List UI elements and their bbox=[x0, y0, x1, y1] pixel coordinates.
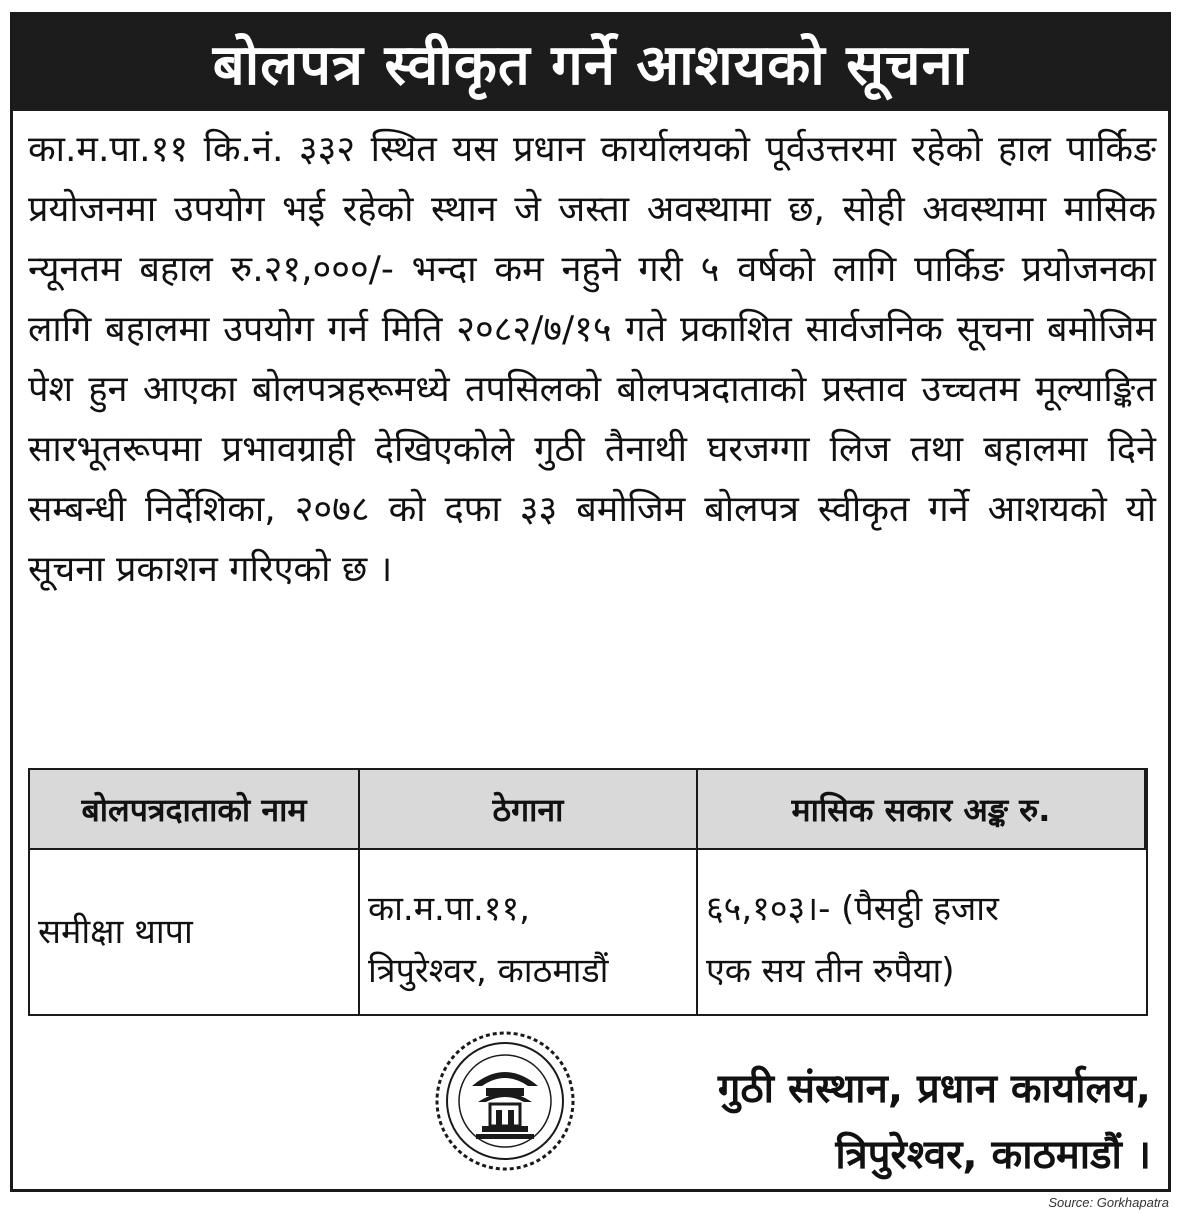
amount-line-1: ६५,१०३।- (पैसट्ठी हजार bbox=[706, 889, 999, 929]
header-bidder-name: बोलपत्रदाताको नाम bbox=[30, 770, 360, 850]
notice-title: बोलपत्र स्वीकृत गर्ने आशयको सूचना bbox=[212, 33, 969, 98]
bidder-name: समीक्षा थापा bbox=[38, 912, 193, 952]
cell-monthly-amount bbox=[698, 850, 1146, 1014]
amount-line-2: एक सय तीन रुपैया) bbox=[706, 951, 955, 991]
address-line-2: त्रिपुरेश्वर, काठमाडौं bbox=[368, 951, 609, 991]
notice-body: का.म.पा.११ कि.नं. ३३२ स्थित यस प्रधान कार्यालयको पूर्वउत्तरमा रहेको हाल पार्किङ प्रयोजनमा उपयोग भई रहेको स्थान जे जस्ता अवस्थामा छ, सोही अवस्थामा मासिक न्यूनतम बहाल रु.२१,०००/- भन्दा कम नहुने गरी ५ वर्षको लागि पार्किङ प्रयोजनका लागि बहालमा उपयोग गर्न मिति २०८२/७/१५ गते प्रकाशित सार्वजनिक सूचना बमोजिम पेश हुन आएका बोलपत्रहरूमध्ये तपसिलको बोलपत्रदाताको प्रस्ताव उच्चतम मूल्याङ्कित सारभूतरूपमा प्रभावग्राही देखिएकोले गुठी तैनाथी घरजग्गा लिज तथा बहालमा दिने सम्बन्धी निर्देशिका, २०७८ को दफा ३३ बमोजिम बोलपत्र स्वीकृत गर्ने आशयको यो सूचना प्रकाशन गरिएको छ । bbox=[28, 129, 1156, 590]
address-line-1: का.म.पा.११, bbox=[368, 889, 530, 929]
issuer-line-2: त्रिपुरेश्वर, काठमाडौं । bbox=[835, 1132, 1151, 1178]
issuer-line-1: गुठी संस्थान, प्रधान कार्यालय, bbox=[717, 1066, 1151, 1112]
header-address: ठेगाना bbox=[360, 770, 698, 850]
source-credit: Source: Gorkhapatra bbox=[1048, 1195, 1169, 1210]
cell-bidder-name bbox=[30, 850, 360, 1014]
title-bar bbox=[13, 15, 1168, 111]
guthi-sansthan-seal-icon bbox=[432, 1028, 578, 1174]
header-monthly-amount: मासिक सकार अङ्क रु. bbox=[698, 770, 1146, 850]
cell-address bbox=[360, 850, 698, 1014]
issuer-signature bbox=[718, 1056, 1151, 1188]
bidder-table bbox=[28, 768, 1148, 1016]
